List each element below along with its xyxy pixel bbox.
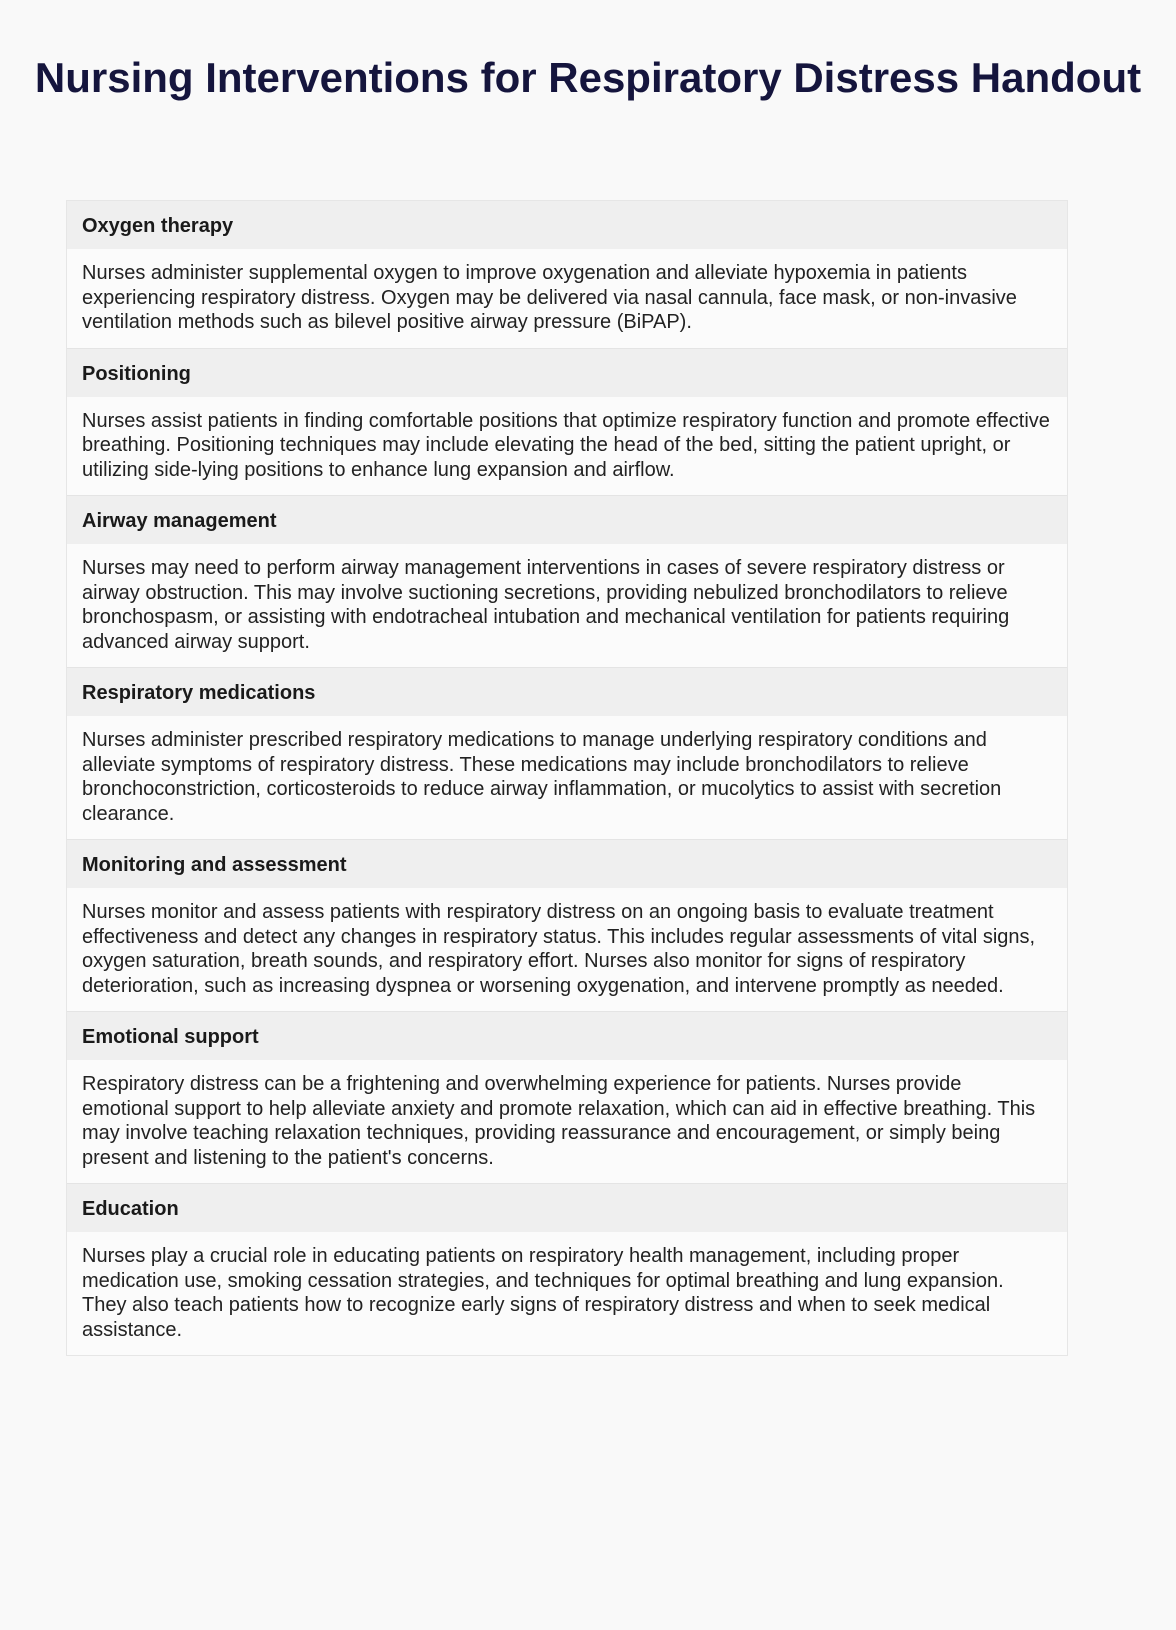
section-text: Respiratory distress can be a frightening and overwhelming experience for patients. Nurses provide emotional support to help alleviate anxiety and promote relaxation, which can aid in effective breathing. This may involve teaching relaxation techniques, providing reassurance and encouragement, or simply being present and listening to the patient's concerns. — [82, 1073, 1036, 1169]
section-positioning — [67, 348, 1067, 496]
section-oxygen-therapy — [67, 201, 1067, 348]
section-text: Nurses administer prescribed respiratory medications to manage underlying respiratory conditions and alleviate symptoms of respiratory distress. These medications may include bronchodilators to relieve bronchoconstriction, corticosteroids to reduce airway inflammation, or mucolytics to assist with secretion clearance. — [82, 729, 1002, 825]
section-text: Nurses play a crucial role in educating patients on respiratory health management, including proper medication use, smoking cessation strategies, and techniques for optimal breathing and lung expansion. They also teach patients how to recognize early signs of respiratory distress and when to seek medical assistance. — [82, 1245, 1004, 1341]
section-emotional-support — [67, 1011, 1067, 1183]
section-heading: Emotional support — [67, 1011, 1067, 1060]
section-heading: Oxygen therapy — [67, 201, 1067, 249]
section-heading: Positioning — [67, 348, 1067, 397]
section-text: Nurses may need to perform airway management interventions in cases of severe respiratory distress or airway obstruction. This may involve suctioning secretions, providing nebulized bronchodilators to relieve bronchospasm, or assisting with endotracheal intubation and mechanical ventilation for patients requiring advanced airway support. — [82, 557, 1010, 653]
section-respiratory-medications — [67, 667, 1067, 839]
section-monitoring-assessment — [67, 839, 1067, 1011]
section-heading: Monitoring and assessment — [67, 839, 1067, 888]
section-heading: Education — [67, 1183, 1067, 1232]
section-text: Nurses assist patients in finding comfortable positions that optimize respiratory function and promote effective breathing. Positioning techniques may include elevating the head of the bed, sitting the patient upright, or utilizing side-lying positions to enhance lung expansion and airflow. — [82, 409, 1050, 481]
section-heading: Respiratory medications — [67, 667, 1067, 716]
section-airway-management — [67, 495, 1067, 667]
section-education — [67, 1183, 1067, 1355]
section-text: Nurses monitor and assess patients with respiratory distress on an ongoing basis to evaluate treatment effectiveness and detect any changes in respiratory status. This includes regular assessments of vital signs, oxygen saturation, breath sounds, and respiratory effort. Nurses also monitor for signs of respiratory deterioration, such as increasing dyspnea or worsening oxygenation, and intervene promptly as needed. — [82, 901, 1036, 997]
interventions-table — [66, 200, 1068, 1356]
section-text: Nurses administer supplemental oxygen to improve oxygenation and alleviate hypoxemia in patients experiencing respiratory distress. Oxygen may be delivered via nasal cannula, face mask, or non-invasive ventilation methods such as bilevel positive airway pressure (BiPAP). — [82, 262, 1017, 333]
page-title: Nursing Interventions for Respiratory Distress Handout — [34, 54, 1142, 101]
section-heading: Airway management — [67, 495, 1067, 544]
